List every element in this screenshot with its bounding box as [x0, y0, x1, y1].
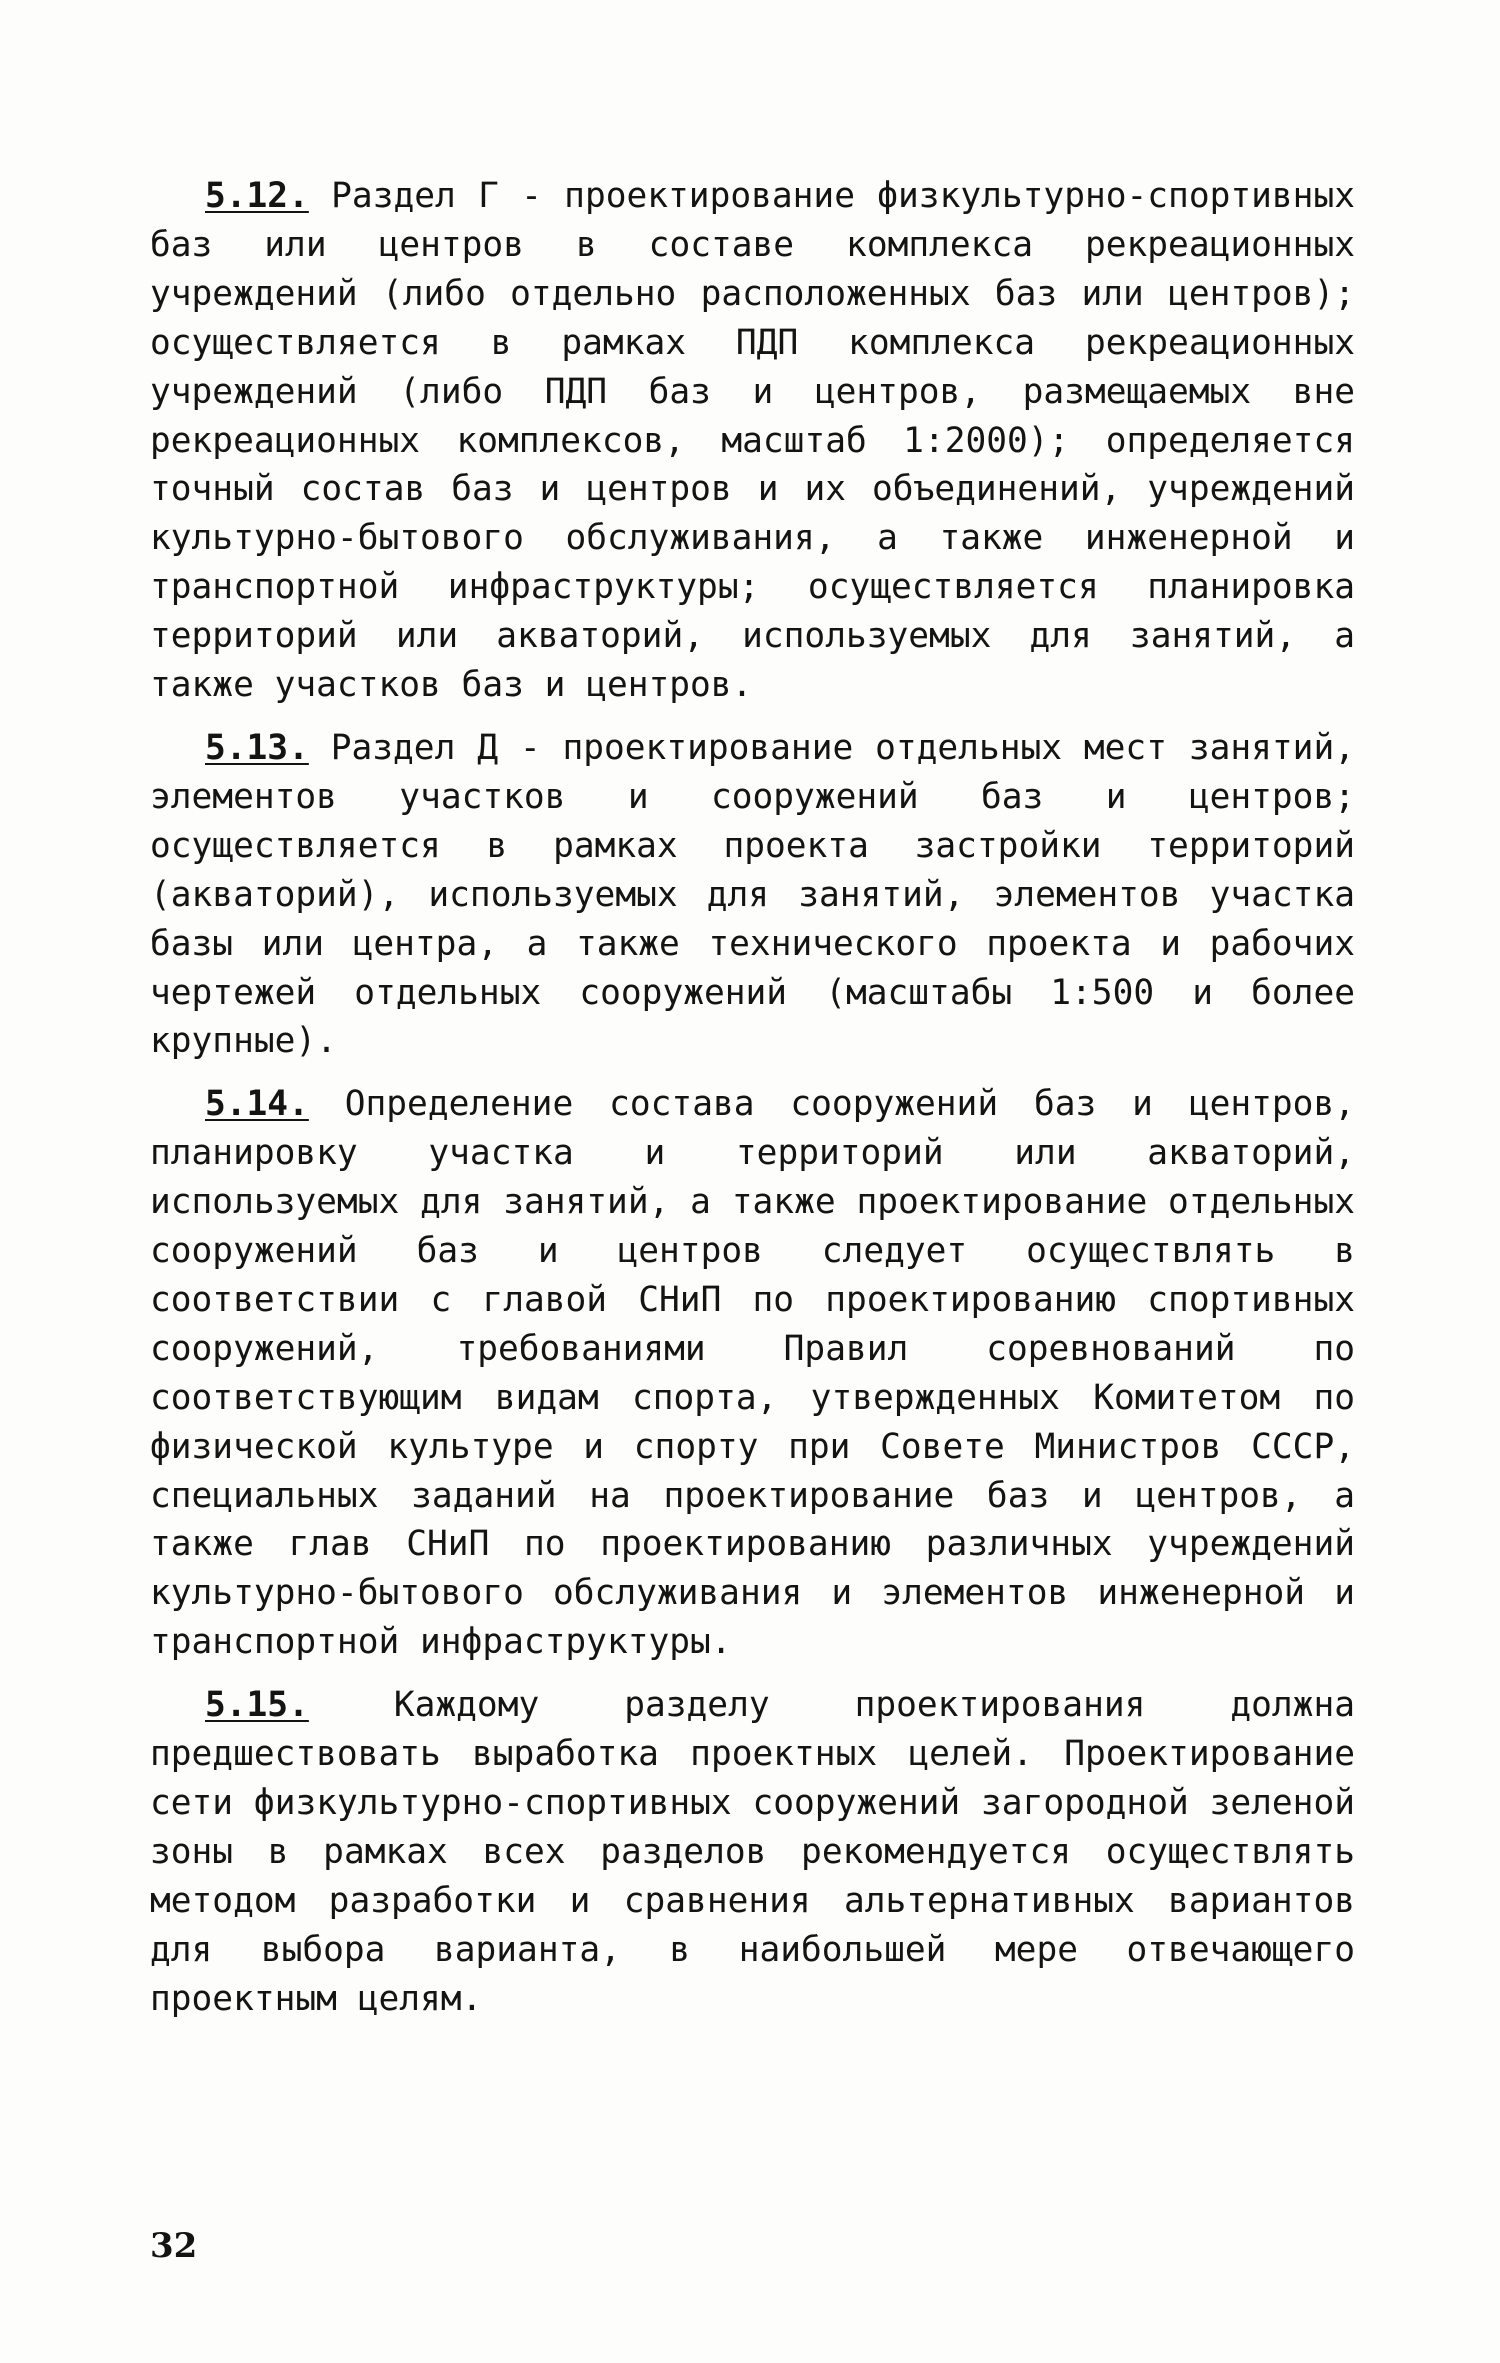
paragraph-text: Определение состава сооружений баз и центров, планировку участка и территорий или акваторий, используемых для занятий, а также проектирование отдельных сооружений баз и центров следует осуществлять в соответствии с главой СНиП по проектированию спортивных сооружений, требованиями Правил соревнований по соответствующим видам спорта, утвержденных Комитетом по физической культуре и спорту при Совете Министров СССР, специальных заданий на проектирование баз и центров, а также глав СНиП по проектированию различных учреждений культурно-бытового обслуживания и элементов инженерной и транспортной инфраструктуры.	[150, 1084, 1355, 1663]
paragraph-5-12	[150, 172, 1355, 710]
page-number: 32	[150, 2226, 198, 2266]
paragraph-text: Раздел Г - проектирование физкультурно-спортивных баз или центров в составе комплекса рекреационных учреждений (либо отдельно расположенных баз или центров); осуществляется в рамках ПДП комплекса рекреационных учреждений (либо ПДП баз и центров, размещаемых вне рекреационных комплексов, масштаб 1:2000); определяется точный состав баз и центров и их объединений, учреждений культурно-бытового обслуживания, а также инженерной и транспортной инфраструктуры; осуществляется планировка территорий или акваторий, используемых для занятий, а также участков баз и центров.	[150, 176, 1355, 706]
paragraph-number: 5.14.	[205, 1084, 309, 1125]
paragraph-5-15	[150, 1681, 1355, 2023]
paragraph-5-14	[150, 1080, 1355, 1667]
paragraph-number: 5.12.	[205, 176, 309, 216]
paragraph-number: 5.13.	[205, 727, 309, 768]
paragraph-5-13	[150, 724, 1355, 1066]
paragraph-text: Раздел Д - проектирование отдельных мест занятий, элементов участков и сооружений баз и центров; осуществляется в рамках проекта застройки территорий (акваторий), используемых для занятий, элементов участка базы или центра, а также технического проекта и рабочих чертежей отдельных сооружений (масштабы 1:500 и более крупные).	[150, 727, 1355, 1062]
body-text	[150, 172, 1355, 2038]
paragraph-number: 5.15.	[205, 1685, 309, 1726]
paragraph-text: Каждому разделу проектирования должна предшествовать выработка проектных целей. Проектирование сети физкультурно-спортивных сооружений загородной зеленой зоны в рамках всех разделов рекомендуется осуществлять методом разработки и сравнения альтернативных вариантов для выбора варианта, в наибольшей мере отвечающего проектным целям.	[150, 1685, 1355, 2019]
